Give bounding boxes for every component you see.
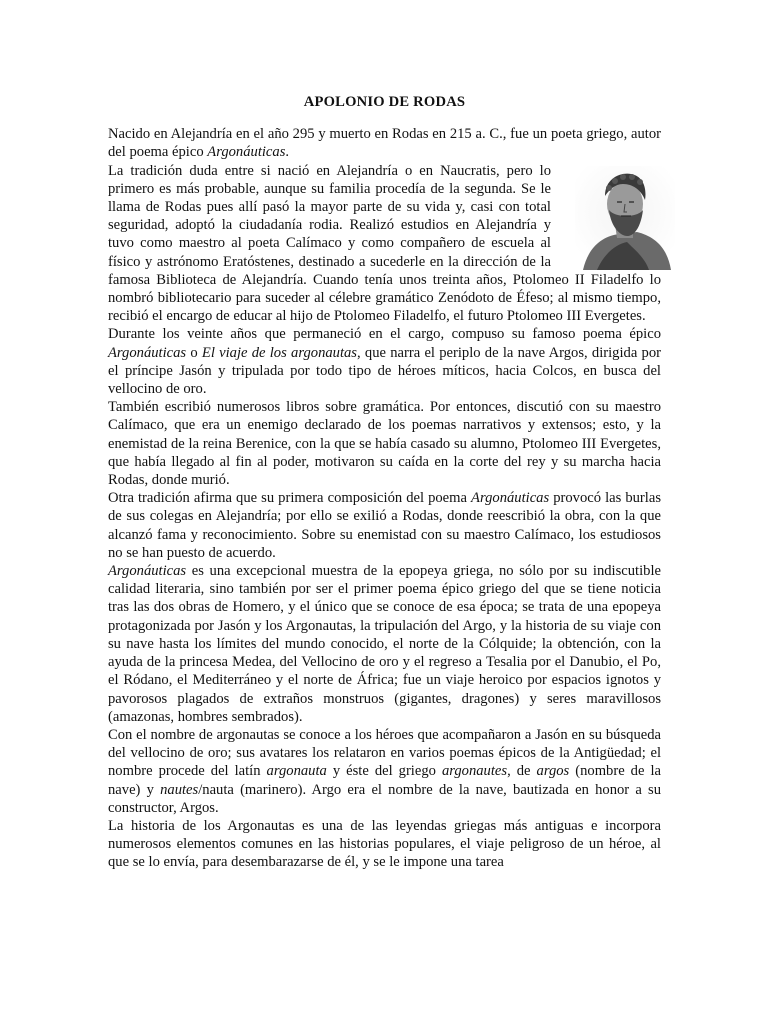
text-run: provocó las burlas de sus colegas en Alejandría; por ello se exilió a Rodas, donde reescribió la obra, con la que alcanzó fama y reconocimiento. Sobre su enemistad con su maestro Calímaco, los estudiosos no se han puesto de acuerdo. (108, 490, 661, 561)
text-run: Durante los veinte años que permaneció en el cargo, compuso su famoso poema épico (108, 326, 661, 343)
italic-term: argonauta (266, 763, 327, 780)
text-run: (nombre de la nave) y (108, 763, 661, 798)
text-run: . (285, 144, 290, 161)
text-run: Otra tradición afirma que su primera composición del poema (108, 490, 472, 507)
italic-term: argonautes (441, 763, 508, 780)
italic-work-title: El viaje de los argonautas (201, 344, 357, 361)
apollonius-portrait-image (575, 166, 675, 270)
text-run: , que narra el periplo de la nave Argos, dirigida por el príncipe Jasón y tripulada por todo tipo de héroes míticos, hacia Colcos, en busca del vellocino de oro. (108, 344, 662, 398)
text-run: y éste del griego (326, 763, 442, 780)
document-page (108, 93, 661, 872)
paragraph-2 (108, 162, 661, 326)
paragraph-7 (108, 726, 661, 817)
italic-work-title: Argonáuticas (108, 563, 187, 580)
text-run: La tradición duda entre si nació en Alejandría o en Naucratis, pero lo primero es más probable, aunque su familia procedía de la segunda. Se le llama de Rodas pues allí pasó la mayor parte de su vida y, casi con total seguridad, adoptó la ciudadanía rodia. Realizó estudios en Alejandría y tuvo como maestro al poeta Calímaco y como compañero de escuela al físico y astrónomo Eratóstenes, destinado a sucederle en la dirección de la famosa Biblioteca de Alejandría. Cuando tenía unos treinta años, Ptolomeo II Filadelfo lo nombró bibliotecario para suceder al célebre gramático Zenódoto de Éfeso; al mismo tiempo, recibió el encargo de educar al hijo de Ptolomeo Filadelfo, el futuro Ptolomeo III Evergetes. (108, 162, 661, 325)
italic-work-title: Argonáuticas (207, 144, 286, 161)
italic-work-title: Argonáuticas (471, 490, 550, 507)
text-run: es una excepcional muestra de la epopeya griega, no sólo por su indiscutible calidad literaria, sino también por ser el primer poema épico griego del que se tiene noticia tras las dos obras de Homero, y el único que se conoce de esa época; se trata de una epopeya protagonizada por Jasón y los Argonautas, la tripulación del Argo, y la historia de su viaje con su nave hasta los límites del mundo conocido, el norte de la Cólquide; la obtención, con la ayuda de la princesa Medea, del Vellocino de oro y el regreso a Tesalia por el Danubio, el Po, el Ródano, el Mediterráneo y el norte de África; fue un viaje heroico por espacios ignotos y pavorosos plagados de extraños monstruos (gigantes, dragones) y seres maravillosos (amazonas, hombres sembrados). (108, 563, 661, 725)
text-run: , de (507, 763, 537, 780)
document-title: APOLONIO DE RODAS (303, 94, 466, 110)
paragraph-3 (108, 325, 661, 398)
paragraph-6 (108, 562, 661, 726)
paragraph-8: La historia de los Argonautas es una de las leyendas griegas más antiguas e incorpora numerosos elementos comunes en las historias populares, el viaje peligroso de un héroe, al que se lo envía, para desembarazarse de él, y se le impone una tarea (108, 817, 661, 871)
italic-work-title: Argonáuticas (108, 344, 187, 361)
paragraph-1 (108, 125, 661, 161)
text-run: Con el nombre de argonautas se conoce a los héroes que acompañaron a Jasón en su búsqueda del vellocino de oro; sus avatares los relataron en varios poemas épicos de la Antigüedad; el nombre procede del latín (108, 726, 661, 780)
text-run: o (186, 344, 202, 361)
text-run: /nauta (marinero). Argo era el nombre de la nave, bautizada en honor a su constructor, Argos. (108, 781, 661, 816)
paragraph-4: También escribió numerosos libros sobre gramática. Por entonces, discutió con su maestro Calímaco, que era un enemigo declarado de los poemas narrativos y extensos; esto, y la enemistad de la reina Berenice, con la que se había casado su alumno, Ptolomeo III Evergetes, que había llegado al fin al poder, motivaron su caída en la corte del rey y su marcha hacia Rodas, donde murió. (108, 399, 661, 489)
italic-term: argos (536, 763, 570, 780)
italic-term: nautes (160, 781, 199, 798)
paragraph-5 (108, 489, 661, 562)
text-run: Nacido en Alejandría en el año 295 y muerto en Rodas en 215 a. C., fue un poeta griego, autor del poema épico (108, 126, 661, 161)
